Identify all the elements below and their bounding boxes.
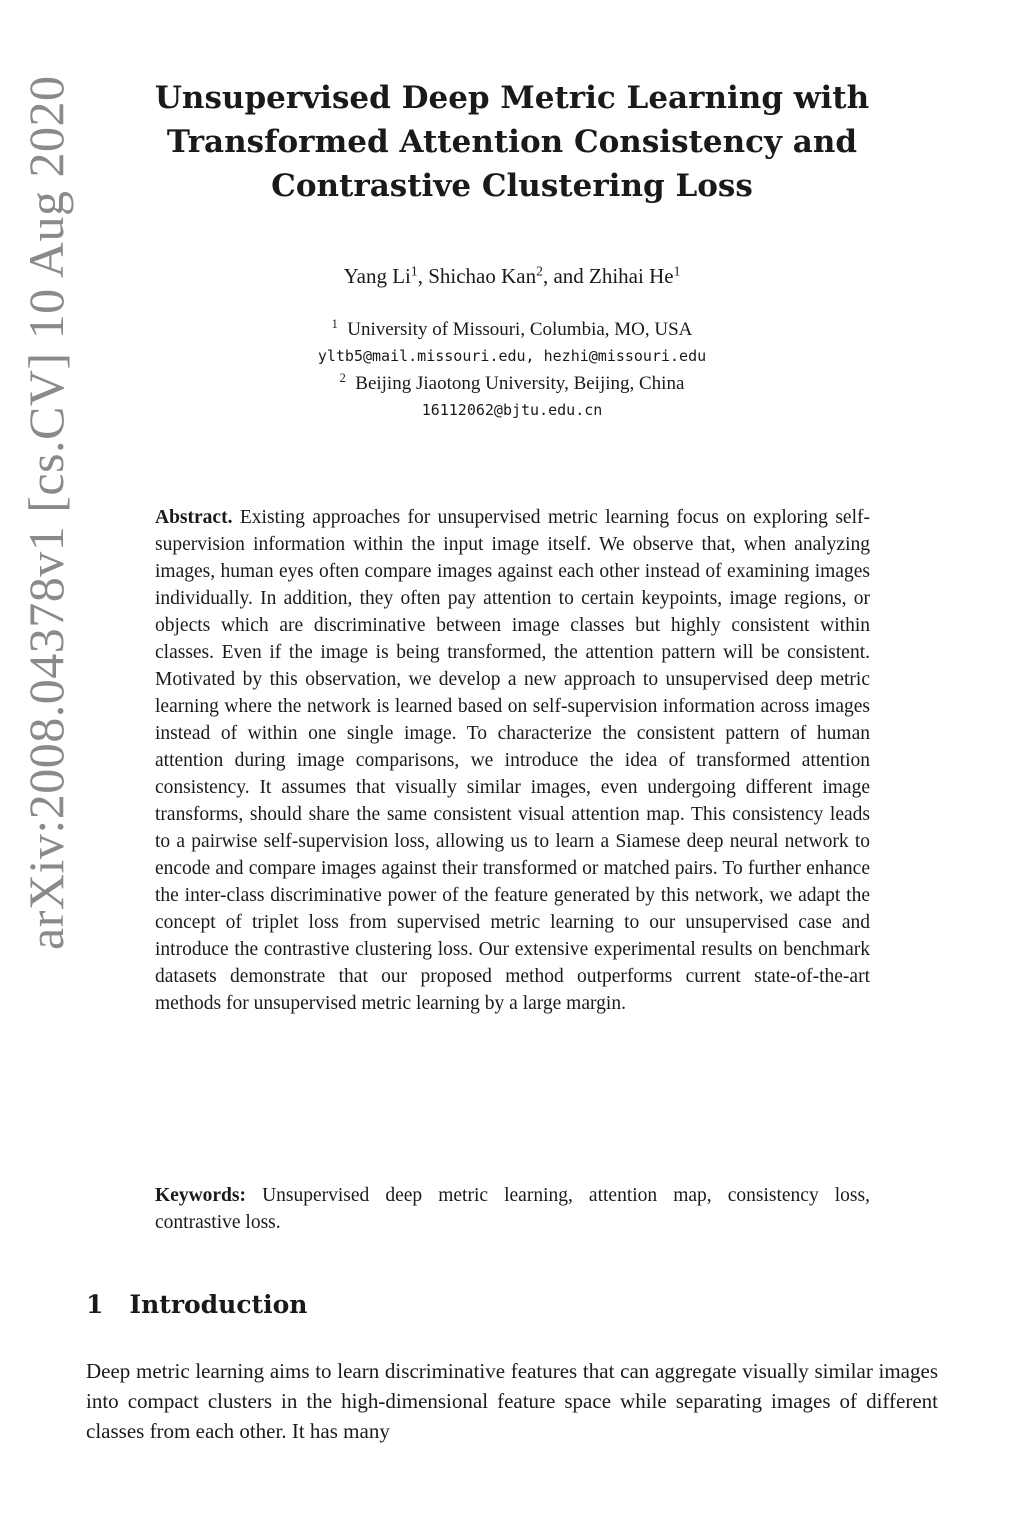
abstract-text: Existing approaches for unsupervised metric learning focus on exploring self-supervision information within the input image itself. We observe that, when analyzing images, human eyes often compare images against each other instead of examining images individually. In addition, they often pay attention to certain keypoints, image regions, or objects which are discriminative between image classes but highly consistent within classes. Even if the image is being transformed, the attention pattern will be consistent. Motivated by this observation, we develop a new approach to unsupervised deep metric learning where the network is learned based on self-supervision information across images instead of within one single image. To characterize the consistent pattern of human attention during image comparisons, we introduce the idea of transformed attention consistency. It assumes that visually similar images, even undergoing different image transforms, should share the same consistent visual attention map. This consistency leads to a pairwise self-supervision loss, allowing us to learn a Siamese deep neural network to encode and compare images against their transformed or matched pairs. To further enhance the inter-class discriminative power of the feature generated by this network, we adapt the concept of triplet loss from supervised metric learning to our unsupervised case and introduce the contrastive clustering loss. Our extensive experimental results on benchmark datasets demonstrate that our proposed method outperforms current state-of-the-art methods for unsupervised metric learning by a large margin.	[155, 507, 870, 1014]
affiliation-line	[130, 316, 894, 343]
section-heading	[86, 1288, 307, 1322]
affil-emails: yltb5@mail.missouri.edu, hezhi@missouri.edu	[317, 347, 707, 365]
author-name: Yang Li	[343, 264, 411, 288]
keywords	[155, 1182, 870, 1236]
affil-mark: 1	[331, 317, 338, 332]
affil-mark: 2	[339, 371, 346, 386]
abstract-label: Abstract.	[155, 507, 233, 528]
affiliations	[130, 316, 894, 424]
affil-emails: 16112062@bjtu.edu.cn	[421, 401, 603, 419]
section-title: Introduction	[129, 1290, 308, 1319]
section-number: 1	[86, 1290, 104, 1319]
keywords-text: Unsupervised deep metric learning, attention map, consistency loss, contrastive loss.	[155, 1185, 870, 1233]
author-separator: ,	[417, 264, 429, 288]
affil-institution: Beijing Jiaotong University, Beijing, China	[355, 373, 685, 394]
author-affil-mark: 1	[673, 263, 681, 279]
author-name: Shichao Kan	[428, 264, 537, 288]
title-line-1: Unsupervised Deep Metric Learning with	[154, 80, 870, 116]
author-separator: , and	[542, 264, 590, 288]
author-name: Zhihai He	[589, 264, 674, 288]
title-line-2: Transformed Attention Consistency and	[166, 124, 858, 160]
author-affil-mark: 2	[536, 263, 543, 279]
affil-institution: University of Missouri, Columbia, MO, USA	[347, 319, 693, 340]
author-list	[130, 262, 894, 290]
intro-paragraph: Deep metric learning aims to learn discriminative features that can aggregate visually similar images into compact clusters in the high-dimensional feature space while separating images of different classes from each other. It has many	[86, 1359, 938, 1443]
abstract	[155, 504, 870, 1017]
arxiv-stamp: arXiv:2008.04378v1 [cs.CV] 10 Aug 2020	[18, 75, 74, 950]
paper-title	[130, 76, 894, 208]
author-affil-mark: 1	[410, 263, 418, 279]
keywords-label: Keywords:	[155, 1185, 246, 1206]
title-line-3: Contrastive Clustering Loss	[271, 168, 753, 204]
affiliation-line	[130, 370, 894, 397]
